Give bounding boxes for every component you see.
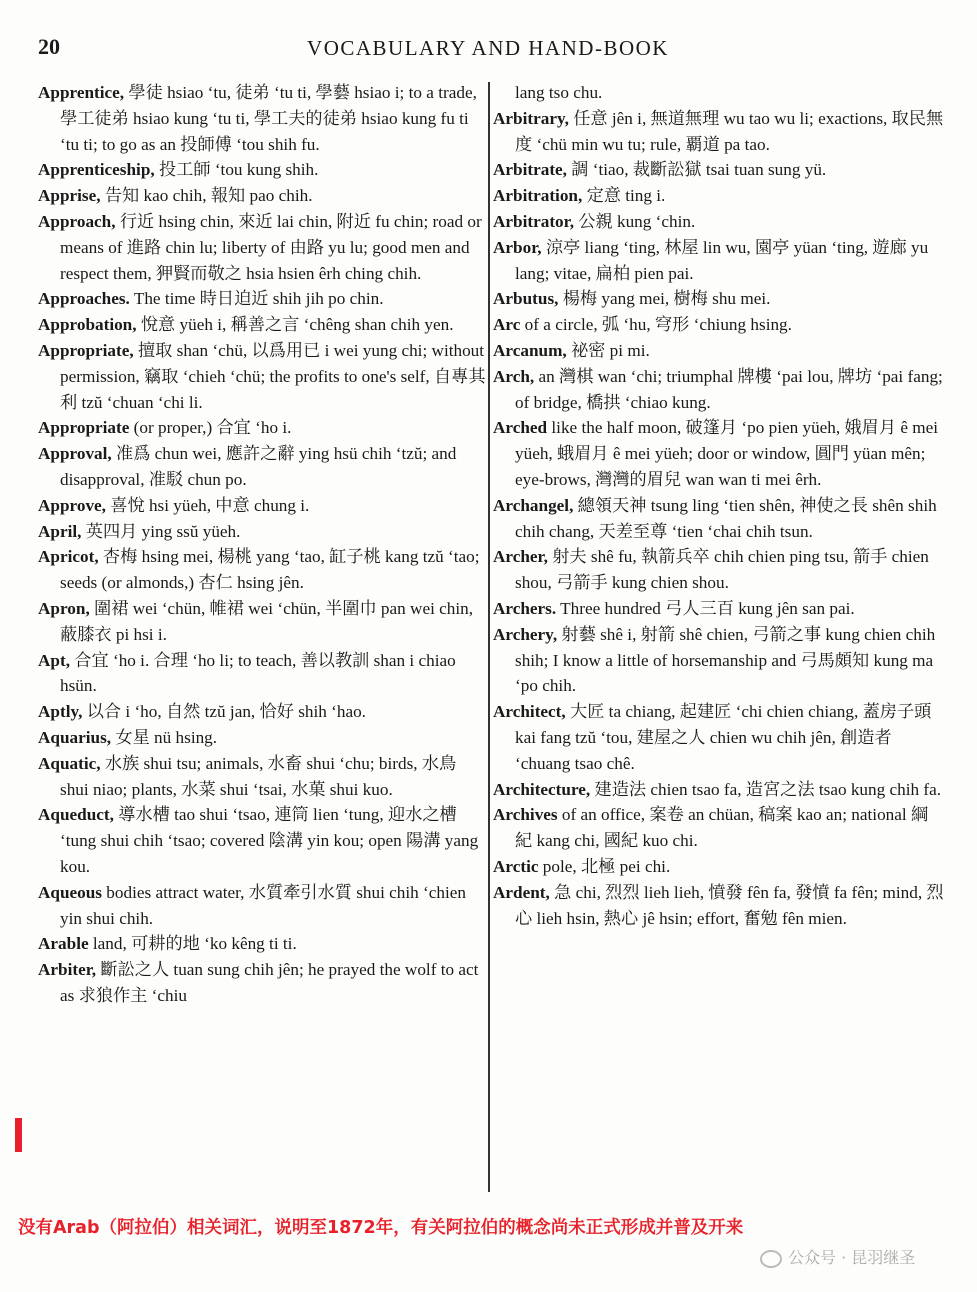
dictionary-entry: [38, 286, 488, 312]
definition: (or proper,) 合宜 ‘ho i.: [133, 418, 292, 438]
dictionary-entry: [38, 441, 488, 493]
definition: 英四月 ying ssŭ yüeh.: [85, 521, 241, 541]
headword: Arc: [493, 315, 521, 335]
headword: Approach,: [38, 211, 116, 231]
definition: pole, 北極 pei chi.: [542, 856, 671, 876]
definition: 合宜 ‘ho i. 合理 ‘ho li; to teach, 善以教訓 shan i chiao hsün.: [60, 650, 456, 696]
dictionary-entry: [493, 622, 945, 699]
dictionary-entry: [493, 183, 945, 209]
dictionary-entry: [493, 854, 945, 880]
dictionary-entry: [493, 880, 945, 932]
definition: like the half moon, 破篷月 ‘po pien yüeh, 娥眉月 ê mei yüeh, 蛾眉月 ê mei yüeh; door or window, 圓門 yüan mên; eye-brows, 灣灣的眉兒 wan wan ti mei êrh.: [515, 418, 939, 489]
dictionary-entry: [493, 364, 945, 416]
definition: 急 chi, 烈烈 lieh lieh, 憤發 fên fa, 發憤 fa fên; mind, 烈心 lieh hsin, 熱心 jê hsin; effort, 奮勉 fên mien.: [515, 882, 944, 928]
headword: Apt,: [38, 650, 70, 670]
definition: 以合 i ‘ho, 自然 tzŭ jan, 恰好 shih ‘hao.: [86, 702, 366, 722]
definition: land, 可耕的地 ‘ko kêng ti ti.: [92, 934, 297, 954]
definition: 射夫 shê fu, 執箭兵卒 chih chien ping tsu, 箭手 chien shou, 弓箭手 kung chien shou.: [515, 547, 929, 593]
headword: Apprise,: [38, 186, 101, 206]
headword: Arable: [38, 934, 89, 954]
dictionary-entry: [493, 286, 945, 312]
definition: of a circle, 弧 ‘hu, 穹形 ‘chiung hsing.: [524, 315, 792, 335]
dictionary-entry: [493, 802, 945, 854]
dictionary-entry: [38, 725, 488, 751]
headword: Apron,: [38, 598, 90, 618]
headword: Arbitrary,: [493, 108, 569, 128]
headword: Apprentice,: [38, 83, 125, 102]
dictionary-entry: [38, 699, 488, 725]
definition: 學徒 hsiao ‘tu, 徒弟 ‘tu ti, 學藝 hsiao i; to a trade, 學工徒弟 hsiao kung ‘tu ti, 學工夫的徒弟 hsiao kung fu ti ‘tu ti; to go as an 投師傅 ‘tou shih fu.: [60, 83, 477, 154]
headword: Archers.: [493, 598, 557, 618]
headword: Apprenticeship,: [38, 160, 155, 180]
definition: 定意 ting i.: [586, 186, 666, 206]
highlight-marker: [15, 1118, 22, 1152]
headword: Arbitrate,: [493, 160, 567, 180]
headword: Arbiter,: [38, 960, 97, 980]
headword: Appropriate,: [38, 340, 134, 360]
headword: Approve,: [38, 495, 106, 515]
definition: The time 時日迫近 shih jih po chin.: [133, 289, 384, 309]
definition: 調 ‘tiao, 裁斷訟獄 tsai tuan sung yü.: [571, 160, 827, 180]
definition: of an office, 案卷 an chüan, 稿案 kao an; national 綱紀 kang chi, 國紀 kuo chi.: [515, 805, 929, 851]
dictionary-entry: [493, 338, 945, 364]
dictionary-entry-continuation: [493, 80, 945, 106]
dictionary-entry: [38, 596, 488, 648]
headword: Archery,: [493, 624, 558, 644]
headword: Aqueduct,: [38, 805, 114, 825]
definition: lang tso chu.: [515, 83, 603, 102]
definition: 祕密 pi mi.: [570, 340, 650, 360]
headword: Aqueous: [38, 882, 102, 902]
dictionary-entry: [493, 699, 945, 776]
dictionary-entry: [493, 544, 945, 596]
dictionary-entry: [38, 519, 488, 545]
headword: Aptly,: [38, 702, 83, 722]
headword: Approval,: [38, 444, 112, 464]
page-title: VOCABULARY AND HAND-BOOK: [307, 36, 669, 60]
definition: 水族 shui tsu; animals, 水畜 shui ‘chu; birds, 水鳥 shui niao; plants, 水菜 shui ‘tsai, 水菓 shui kuo.: [60, 753, 457, 799]
headword: Aquatic,: [38, 753, 101, 773]
dictionary-entry-arable: [38, 931, 488, 957]
definition: 擅取 shan ‘chü, 以爲用已 i wei yung chi; without permission, 竊取 ‘chieh ‘chü; the profits to one's self, 自專其利 tzŭ ‘chuan ‘chi li.: [60, 340, 486, 412]
dictionary-entry: [38, 183, 488, 209]
page-header: [38, 34, 938, 68]
definition: 女星 nü hsing.: [115, 727, 218, 747]
column-divider: [488, 82, 490, 1192]
dictionary-entry: [493, 415, 945, 492]
definition: 斷訟之人 tuan sung chih jên; he prayed the wolf to act as 求狼作主 ‘chiu: [60, 960, 479, 1005]
watermark-text: 公众号 · 昆羽继圣: [788, 1248, 916, 1267]
headword: Arbitrator,: [493, 211, 574, 231]
headword: Archer,: [493, 547, 548, 567]
definition: 喜悅 hsi yüeh, 中意 chung i.: [110, 495, 310, 515]
headword: Apricot,: [38, 547, 99, 567]
definition: 射藝 shê i, 射箭 shê chien, 弓箭之事 kung chien chih shih; I know a little of horsemanship and 弓馬頗知 kung ma ‘po chih.: [515, 624, 936, 696]
wechat-icon: [760, 1250, 782, 1268]
definition: 告知 kao chih, 報知 pao chih.: [104, 186, 313, 206]
headword: Archangel,: [493, 495, 574, 515]
definition: 悅意 yüeh i, 稱善之言 ‘chêng shan chih yen.: [140, 315, 454, 335]
dictionary-entry: [493, 157, 945, 183]
dictionary-entry: [38, 312, 488, 338]
definition: 投工師 ‘tou kung shih.: [158, 160, 319, 180]
headword: Arbor,: [493, 237, 542, 257]
dictionary-entry: [493, 777, 945, 803]
page-number: 20: [38, 34, 60, 59]
headword: April,: [38, 521, 82, 541]
dictionary-entry: [493, 106, 945, 158]
definition: 公親 kung ‘chin.: [578, 211, 696, 231]
headword: Arbutus,: [493, 289, 559, 309]
definition: an 灣棋 wan ‘chi; triumphal 牌樓 ‘pai lou, 牌坊 ‘pai fang; of bridge, 橋拱 ‘chiao kung.: [515, 366, 943, 412]
headword: Appropriate: [38, 418, 130, 438]
dictionary-entry: [38, 338, 488, 415]
dictionary-entry: [38, 957, 488, 1009]
left-column: [38, 80, 488, 1009]
dictionary-entry: [38, 648, 488, 700]
definition: 圍裙 wei ‘chün, 帷裙 wei ‘chün, 半圍巾 pan wei chin, 蔽膝衣 pi hsi i.: [60, 598, 474, 644]
definition: 涼亭 liang ‘ting, 林屋 lin wu, 園亭 yüan ‘ting, 遊廊 yu lang; vitae, 扁柏 pien pai.: [515, 237, 929, 283]
definition: 建造法 chien tsao fa, 造宮之法 tsao kung chih fa.: [594, 779, 942, 799]
headword: Ardent,: [493, 882, 550, 902]
definition: Three hundred 弓人三百 kung jên san pai.: [560, 598, 855, 618]
dictionary-entry: [38, 544, 488, 596]
headword: Architect,: [493, 702, 566, 722]
definition: bodies attract water, 水質牽引水質 shui chih ‘chien yin shui chih.: [60, 882, 466, 928]
definition: 行近 hsing chin, 來近 lai chin, 附近 fu chin; road or means of 進路 chin lu; liberty of 由路 yu lu; good men and respect them, 狎賢而敬之 hsia hsien êrh ching chih.: [60, 211, 482, 283]
dictionary-entry: [493, 596, 945, 622]
definition: 准爲 chun wei, 應許之辭 ying hsü chih ‘tzŭ; and disapproval, 准駁 chun po.: [60, 444, 457, 489]
definition: 總領天神 tsung ling ‘tien shên, 神使之長 shên shih chih chang, 天差至尊 ‘tien ‘chai chih tsun.: [515, 495, 937, 541]
headword: Arch,: [493, 366, 535, 386]
definition: 任意 jên i, 無道無理 wu tao wu li; exactions, 取民無度 ‘chü min wu tu; rule, 覇道 pa tao.: [515, 108, 944, 154]
dictionary-entry: [38, 880, 488, 932]
dictionary-entry: [493, 312, 945, 338]
dictionary-entry: [38, 157, 488, 183]
dictionary-entry: [493, 493, 945, 545]
red-annotation-caption: 没有Arab（阿拉伯）相关词汇，说明至1872年，有关阿拉伯的概念尚未正式形成并普及开来: [18, 1218, 744, 1238]
definition: 大匠 ta chiang, 起建匠 ‘chi chien chiang, 蓋房子頭 kai fang tzŭ ‘tou, 建屋之人 chien wu chih jên, 創造者 ‘chuang tsao chê.: [515, 702, 932, 773]
dictionary-entry: [38, 80, 488, 157]
headword: Arched: [493, 418, 548, 438]
dictionary-entry: [38, 802, 488, 879]
watermark: [760, 1245, 915, 1268]
headword: Arbitration,: [493, 186, 583, 206]
dictionary-entry: [38, 751, 488, 803]
dictionary-entry: [38, 415, 488, 441]
headword: Approaches.: [38, 289, 130, 309]
dictionary-entry: [38, 209, 488, 286]
definition: 杏梅 hsing mei, 楊桃 yang ‘tao, 缸子桃 kang tzŭ ‘tao; seeds (or almonds,) 杏仁 hsing jên.: [60, 547, 480, 593]
headword: Approbation,: [38, 315, 137, 335]
headword: Aquarius,: [38, 727, 112, 747]
headword: Archives: [493, 805, 558, 825]
dictionary-entry: [493, 235, 945, 287]
headword: Arcanum,: [493, 340, 567, 360]
definition: 導水槽 tao shui ‘tsao, 連筒 lien ‘tung, 迎水之槽 ‘tung shui chih ‘tsao; covered 陰溝 yin kou; open 陽溝 yang kou.: [60, 805, 479, 876]
headword: Architecture,: [493, 779, 591, 799]
dictionary-entry: [493, 209, 945, 235]
dictionary-entry: [38, 493, 488, 519]
right-column: [493, 80, 945, 931]
headword: Arctic: [493, 856, 539, 876]
definition: 楊梅 yang mei, 樹梅 shu mei.: [562, 289, 771, 309]
